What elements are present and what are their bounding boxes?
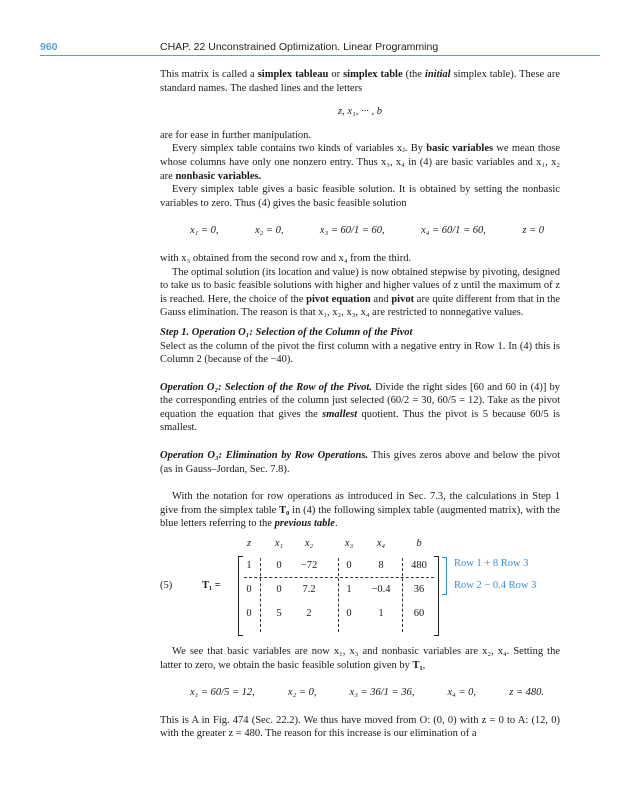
- equation-new-solution: x₁ = 60/5 = 12, x₂ = 0, x₃ = 36/1 = 36, x₄ = 0, z = 480.: [190, 687, 544, 699]
- step1-text: Select as the column of the pivot the first column with a negative entry in Row 1. In (4) this is Column 2 (because of the −40).: [160, 340, 560, 366]
- page-body: [160, 68, 560, 741]
- tableau-header-0: z: [246, 538, 252, 550]
- tableau-header-2: x₂: [304, 538, 314, 550]
- row-ops-brace: [442, 557, 447, 595]
- paragraph-ease: are for ease in further manipulation.: [160, 129, 312, 141]
- tableau-header-4: x₄: [376, 538, 386, 550]
- header-rule: [40, 55, 600, 56]
- tableau-name: T₁ =: [202, 580, 221, 592]
- paragraph-obtained: with x₃ obtained from the second row and x₄ from the third.: [160, 252, 412, 264]
- row-op-1: Row 1 + 8 Row 3: [454, 558, 529, 570]
- tableau-cell: 36: [413, 584, 425, 596]
- paragraph-fig474: This is A in Fig. 474 (Sec. 22.2). We thus have moved from O: (0, 0) with z = 0 to A: (12, 0) with the greater z = 480. The reason for this increase is our elimination of a: [160, 714, 560, 740]
- paragraph-new-basic: We see that basic variables are now x₁, x₃ and nonbasic variables are x₂, x₄. Setting the latter to zero, we obtain the basic feasible solution given by T₁,: [160, 646, 560, 671]
- paragraph-row-operations: With the notation for row operations as introduced in Sec. 7.3, the calculations in Step 1 give from the simplex table T₀ in (4) the following simplex table (augmented matrix), with the blue letters referring to the previous table.: [160, 491, 560, 530]
- right-bracket: [434, 556, 439, 636]
- tableau-header-3: x₃: [344, 538, 354, 550]
- tableau-cell: −72: [300, 560, 318, 572]
- tableau-cell: 8: [378, 560, 384, 572]
- equation-label: (5): [160, 580, 173, 592]
- tableau-cell: 0: [346, 608, 352, 620]
- operation-o3: Operation O₃: Elimination by Row Operations. This gives zeros above and below the pivot (as in Gauss–Jordan, Sec. 7.8).: [160, 450, 560, 475]
- tableau-cell: −0.4: [371, 584, 391, 596]
- tableau-grid: [238, 538, 438, 635]
- tableau-cell: 0: [246, 584, 252, 596]
- dashed-divider-3: [402, 558, 403, 632]
- tableau-cell: 0: [346, 560, 352, 572]
- paragraph-feasible-solution: Every simplex table gives a basic feasible solution. It is obtained by setting the nonbasic variables to zero. Thus (4) gives the basic feasible solution: [160, 184, 560, 209]
- tableau-header-1: x₁: [274, 538, 284, 550]
- tableau-cell: 0: [246, 608, 252, 620]
- tableau-cell: 480: [411, 560, 427, 572]
- simplex-tableau-t1: [160, 538, 560, 635]
- paragraph-optimal: The optimal solution (its location and value) is now obtained stepwise by pivoting, designed to take us to basic feasible solutions with higher and higher values of z until the maximum of z is reached. Here, the choice of the pivot equation and pivot are quite different from that in the Gauss elimination. The reason is that x₁, x₂, x₃, x₄ are restricted to nonnegative values.: [160, 266, 561, 319]
- tableau-header-5: b: [416, 538, 422, 550]
- paragraph-basic-variables: Every simplex table contains two kinds of variables xⱼ. By basic variables we mean those whose columns have only one nonzero entry. Thus x₃, x₄ in (4) are basic variables and x₁, x₂ are nonbasic variables.: [160, 143, 560, 182]
- tableau-cell: 1: [378, 608, 384, 620]
- equation-basic-solution: x₁ = 0, x₂ = 0, x₃ = 60/1 = 60, x₄ = 60/1 = 60, z = 0: [190, 225, 544, 237]
- dashed-row-divider: [244, 577, 434, 578]
- tableau-cell: 0: [276, 560, 282, 572]
- row-op-2: Row 2 − 0.4 Row 3: [454, 580, 537, 592]
- running-title: CHAP. 22 Unconstrained Optimization. Linear Programming: [160, 41, 439, 53]
- paragraph-tableau-definition: This matrix is called a simplex tableau or simplex table (the initial simplex table). These are standard names. The dashed lines and the letters: [160, 69, 560, 94]
- operation-o2: Operation O₂: Selection of the Row of the Pivot. Divide the right sides [60 and 60 in (4)] by the corresponding entries of the column just selected (60/2 = 30, 60/5 = 12). Take as the pivot equation the equation that gives the smallest quotient. Thus the pivot is 5 because 60/5 is smallest.: [160, 381, 560, 434]
- tableau-cell: 1: [246, 560, 252, 572]
- letters-line: z, x₁, ··· , b: [338, 106, 382, 118]
- tableau-cell: 1: [346, 584, 352, 596]
- tableau-cell: 7.2: [302, 584, 316, 596]
- tableau-cell: 0: [276, 584, 282, 596]
- page-header: [0, 0, 639, 56]
- tableau-cell: 2: [306, 608, 312, 620]
- step1-heading: Step 1. Operation O₁: Selection of the Column of the Pivot: [160, 326, 413, 338]
- page-number: 960: [40, 41, 58, 53]
- tableau-cell: 60: [413, 608, 425, 620]
- tableau-cell: 5: [276, 608, 282, 620]
